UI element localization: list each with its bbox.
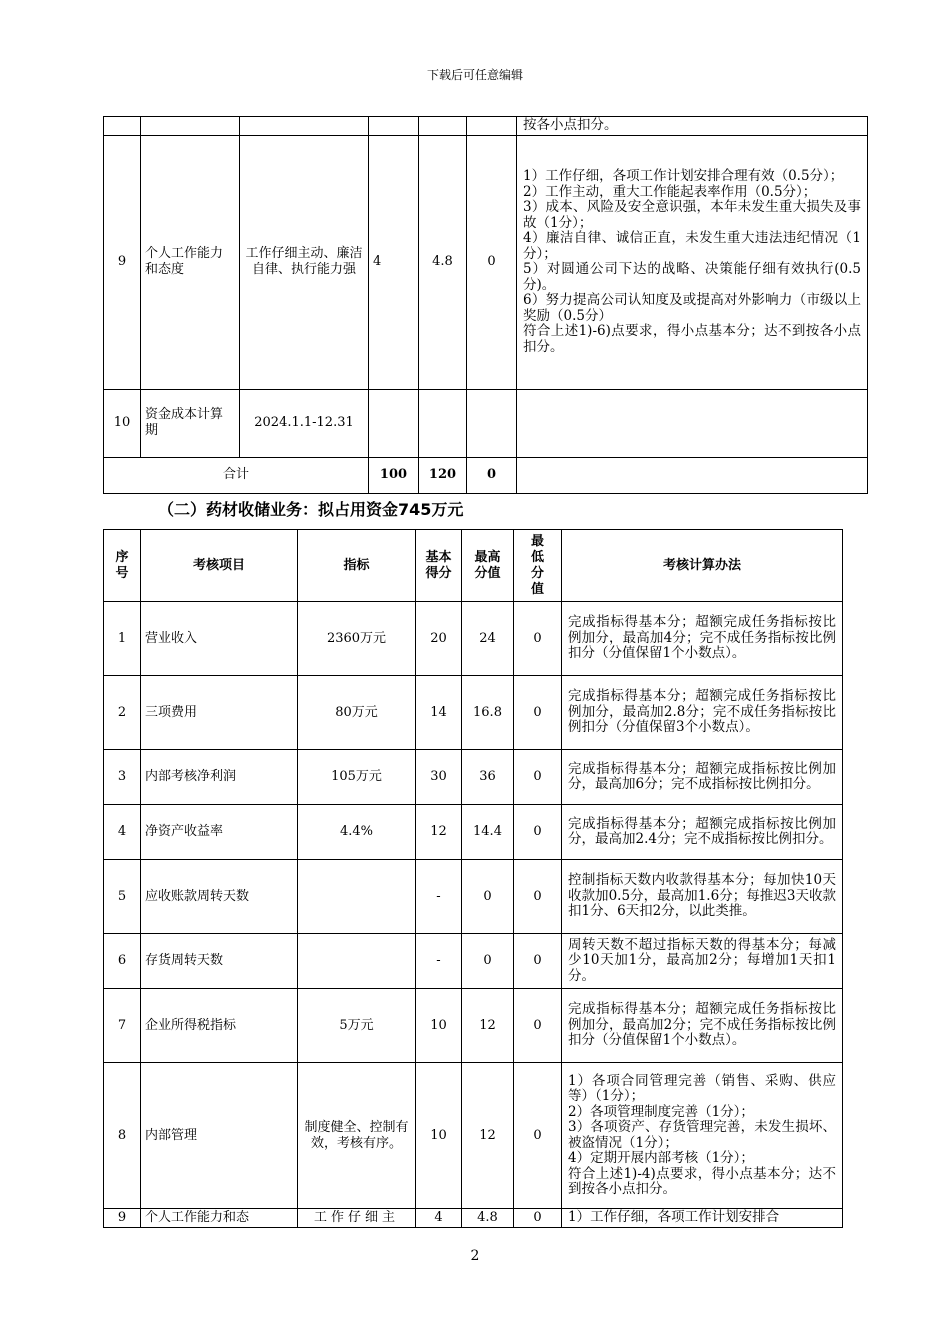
base-score-cell: 4 [369, 135, 419, 389]
total-row [104, 457, 868, 493]
item-cell: 资金成本计算期 [141, 389, 240, 457]
method-line: 符合上述1)-6)点要求，得小点基本分；达不到按各小点扣分。 [523, 323, 861, 355]
min-score-cell: 0 [514, 860, 562, 934]
table-row [104, 989, 843, 1063]
row-number: 8 [104, 1063, 141, 1209]
method-line: 4）定期开展内部考核（1分）； [568, 1150, 754, 1166]
max-score-cell: 36 [462, 750, 514, 805]
table-row [104, 602, 843, 676]
indicator-cell [298, 860, 416, 934]
assessment-table-continued [103, 116, 868, 494]
method-cell: 周转天数不超过指标天数的得基本分；每减少10天加1分，最高加2分；每增加1天扣1分。 [562, 934, 843, 989]
method-cell: 完成指标得基本分；超额完成任务指标按比例加分，最高加2.8分；完不成任务指标按比例扣分（分值保留3个小数点）。 [562, 676, 843, 750]
method-cell [562, 1063, 843, 1209]
herb-storage-assessment-table [103, 529, 843, 1228]
header-item: 考核项目 [141, 530, 298, 602]
page-number: 2 [470, 1248, 480, 1264]
row-number: 5 [104, 860, 141, 934]
table-row [104, 135, 868, 389]
base-score-cell: - [416, 934, 462, 989]
header-min: 最低分值 [514, 530, 562, 602]
table-header-row [104, 530, 843, 602]
item-cell: 个人工作能力和态度 [141, 135, 240, 389]
min-score-cell: 0 [514, 805, 562, 860]
indicator-cell: 80万元 [298, 676, 416, 750]
table-row [104, 389, 868, 457]
item-cell: 内部考核净利润 [141, 750, 298, 805]
max-score-cell: 0 [462, 934, 514, 989]
method-line: 符合上述1)-4)点要求，得小点基本分；达不到按各小点扣分。 [568, 1165, 836, 1197]
indicator-cell: 工作仔细主动、廉洁自律、执行能力强 [240, 135, 369, 389]
section-title: （二）药材收储业务：拟占用资金745万元 [158, 500, 464, 519]
indicator-cell: 制度健全、控制有效，考核有序。 [298, 1063, 416, 1209]
indicator-cell [298, 934, 416, 989]
table-row [104, 1063, 843, 1209]
item-cell: 净资产收益率 [141, 805, 298, 860]
indicator-cell: 4.4% [298, 805, 416, 860]
item-cell: 内部管理 [141, 1063, 298, 1209]
header-indicator: 指标 [298, 530, 416, 602]
method-cell: 1）工作仔细，各项工作计划安排合 [562, 1209, 843, 1228]
table-row [104, 676, 843, 750]
min-score-cell: 0 [514, 602, 562, 676]
total-base: 100 [369, 457, 419, 493]
item-cell: 企业所得税指标 [141, 989, 298, 1063]
max-score-cell: 14.4 [462, 805, 514, 860]
base-score-cell: 20 [416, 602, 462, 676]
table-row [104, 750, 843, 805]
method-cell: 完成指标得基本分；超额完成指标按比例加分，最高加6分；完不成指标按比例扣分。 [562, 750, 843, 805]
min-score-cell: 0 [514, 934, 562, 989]
base-score-cell: - [416, 860, 462, 934]
base-score-cell: 4 [416, 1209, 462, 1228]
total-max: 120 [419, 457, 467, 493]
header-base: 基本得分 [416, 530, 462, 602]
indicator-cell: 105万元 [298, 750, 416, 805]
table-row [104, 860, 843, 934]
method-line: 4）廉洁自律、诚信正直，未发生重大违法违纪情况（1分）； [523, 230, 861, 262]
item-cell: 存货周转天数 [141, 934, 298, 989]
base-score-cell: 30 [416, 750, 462, 805]
min-score-cell: 0 [514, 1063, 562, 1209]
row-number: 1 [104, 602, 141, 676]
page-header: 下载后可任意编辑 [426, 68, 523, 82]
total-label: 合计 [104, 457, 369, 493]
table-row [104, 805, 843, 860]
method-line: 1）工作仔细，各项工作计划安排合理有效（0.5分）； [523, 168, 844, 184]
indicator-cell: 2360万元 [298, 602, 416, 676]
method-cell [517, 135, 868, 389]
max-score-cell: 16.8 [462, 676, 514, 750]
min-score-cell: 0 [514, 1209, 562, 1228]
method-line: 2）工作主动，重大工作能起表率作用（0.5分）； [523, 183, 817, 200]
method-line: 3）成本、风险及安全意识强，本年未发生重大损失及事故（1分）； [523, 199, 861, 231]
item-cell: 应收账款周转天数 [141, 860, 298, 934]
max-score-cell: 12 [462, 989, 514, 1063]
base-score-cell: 10 [416, 1063, 462, 1209]
row-number: 9 [104, 1209, 141, 1228]
min-score-cell: 0 [467, 135, 517, 389]
method-line: 2）各项管理制度完善（1分）； [568, 1103, 754, 1120]
method-line: 1）各项合同管理完善（销售、采购、供应等）（1分）； [568, 1072, 836, 1104]
row-number: 4 [104, 805, 141, 860]
base-score-cell: 12 [416, 805, 462, 860]
row-number: 2 [104, 676, 141, 750]
indicator-cell: 5万元 [298, 989, 416, 1063]
header-method: 考核计算办法 [562, 530, 843, 602]
table-row [104, 1209, 843, 1228]
base-score-cell: 10 [416, 989, 462, 1063]
method-line: 3）各项资产、存货管理完善，未发生损坏、被盗情况（1分）； [568, 1119, 836, 1151]
method-cell: 按各小点扣分。 [517, 117, 868, 136]
indicator-cell: 工作仔细主 [298, 1209, 416, 1228]
method-cell: 控制指标天数内收款得基本分；每加快10天收款加0.5分，最高加1.6分；每推迟3天收款扣1分、6天扣2分，以此类推。 [562, 860, 843, 934]
header-max: 最高分值 [462, 530, 514, 602]
method-cell: 完成指标得基本分；超额完成任务指标按比例加分，最高加2分；完不成任务指标按比例扣分（分值保留1个小数点）。 [562, 989, 843, 1063]
row-number: 10 [104, 389, 141, 457]
total-min: 0 [467, 457, 517, 493]
max-score-cell: 12 [462, 1063, 514, 1209]
method-cell: 完成指标得基本分；超额完成指标按比例加分，最高加2.4分；完不成指标按比例扣分。 [562, 805, 843, 860]
min-score-cell: 0 [514, 989, 562, 1063]
method-line: 5）对圆通公司下达的战略、决策能仔细有效执行(0.5分)。 [523, 261, 861, 293]
indicator-cell: 2024.1.1-12.31 [240, 389, 369, 457]
method-cell: 完成指标得基本分；超额完成任务指标按比例加分，最高加4分；完不成任务指标按比例扣分（分值保留1个小数点）。 [562, 602, 843, 676]
item-cell: 三项费用 [141, 676, 298, 750]
row-number: 3 [104, 750, 141, 805]
base-score-cell: 14 [416, 676, 462, 750]
item-cell: 营业收入 [141, 602, 298, 676]
max-score-cell: 24 [462, 602, 514, 676]
max-score-cell: 4.8 [419, 135, 467, 389]
max-score-cell: 4.8 [462, 1209, 514, 1228]
min-score-cell: 0 [514, 750, 562, 805]
table-row [104, 934, 843, 989]
min-score-cell: 0 [514, 676, 562, 750]
method-line: 6）努力提高公司认知度及或提高对外影响力（市级以上奖励（0.5分） [523, 292, 861, 324]
row-number: 9 [104, 135, 141, 389]
max-score-cell: 0 [462, 860, 514, 934]
table-row [104, 117, 868, 136]
header-no: 序号 [104, 530, 141, 602]
row-number: 7 [104, 989, 141, 1063]
item-cell: 个人工作能力和态 [141, 1209, 298, 1228]
row-number: 6 [104, 934, 141, 989]
